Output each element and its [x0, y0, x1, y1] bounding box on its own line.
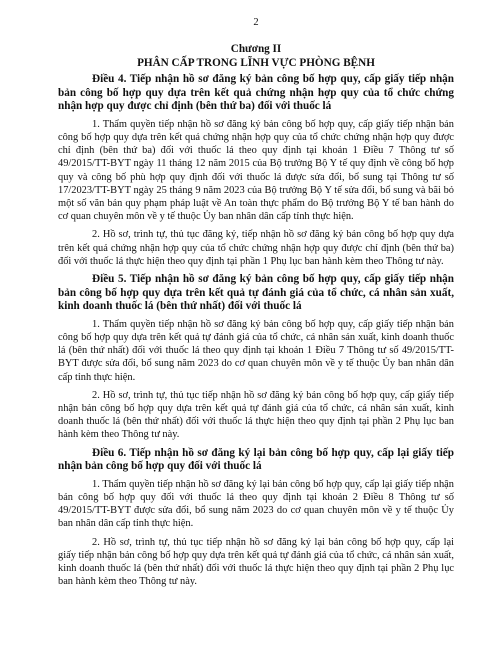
chapter-title: Chương II — [230, 43, 282, 55]
article-paragraph: 1. Thẩm quyền tiếp nhận hồ sơ đăng ký lại bản công bố hợp quy, cấp lại giấy tiếp nhận bản công bố hợp quy đối với thuốc lá theo quy định tại khoản 2 Điều 8 Thông tư số 49/2015/TT-BYT được sửa đổi, bổ sung năm 2023 do cơ quan chuyên môn về y tế thuộc Ủy ban nhân dân cấp tỉnh thực hiện. — [58, 478, 454, 530]
article-6 — [58, 447, 454, 589]
article-paragraph: 1. Thẩm quyền tiếp nhận hồ sơ đăng ký bản công bố hợp quy, cấp giấy tiếp nhận bản công bố hợp quy dựa trên kết quả tự đánh giá của tổ chức, cá nhân sản xuất, kinh doanh thuốc lá (bên thứ nhất) đối với thuốc lá theo quy định tại khoản 1 Điều 7 Thông tư số 49/2015/TT-BYT được sửa đổi, bổ sung năm 2023 do cơ quan chuyên môn về y tế thuộc Ủy ban nhân dân cấp tỉnh thực hiện. — [58, 318, 454, 383]
article-paragraph: 1. Thẩm quyền tiếp nhận hồ sơ đăng ký bản công bố hợp quy, cấp giấy tiếp nhận bản công bố hợp quy dựa trên kết quả chứng nhận hợp quy của tổ chức chứng nhận hợp quy được chỉ định (bên thứ ba) đối với thuốc lá theo quy định tại khoản 1 Điều 7 Thông tư số 49/2015/TT-BYT ngày 11 tháng 12 năm 2015 của Bộ trưởng Bộ Y tế quy định về công bố hợp quy và công bố phù hợp quy định đối với thuốc lá được sửa đổi, bổ sung tại Thông tư số 17/2023/TT-BYT ngày 25 tháng 9 năm 2023 của Bộ trưởng Bộ Y tế sửa đổi, bổ sung và bãi bỏ một số văn bản quy phạm pháp luật về An toàn thực phẩm do Bộ trưởng Bộ Y tế ban hành do cơ quan chuyên môn về y tế thuộc Ủy ban nhân dân cấp tỉnh thực hiện. — [58, 118, 454, 223]
article-heading: Điều 4. Tiếp nhận hồ sơ đăng ký bản công bố hợp quy, cấp giấy tiếp nhận bản công bố hợp quy dựa trên kết quả chứng nhận hợp quy của tổ chức chứng nhận hợp quy được chỉ định (bên thứ ba) đối với thuốc lá — [58, 73, 454, 113]
chapter-subtitle: PHÂN CẤP TRONG LĨNH VỰC PHÒNG BỆNH — [137, 56, 375, 69]
article-paragraph: 2. Hồ sơ, trình tự, thủ tục tiếp nhận hồ sơ đăng ký lại bản công bố hợp quy, cấp lại giấy tiếp nhận bản công bố hợp quy dựa trên kết quả tự đánh giá của tổ chức, cá nhân sản xuất, kinh doanh thuốc lá (bên thứ nhất) đối với thuốc lá thực hiện theo quy định tại phần 2 Phụ lục ban hành kèm theo Thông tư này. — [58, 536, 454, 588]
article-paragraph: 2. Hồ sơ, trình tự, thủ tục đăng ký, tiếp nhận hồ sơ đăng ký bản công bố hợp quy dựa trên kết quả chứng nhận hợp quy của tổ chức chứng nhận hợp quy được chỉ định (bên thứ ba) đối với thuốc lá thực hiện theo quy định tại phần 1 Phụ lục ban hành kèm theo Thông tư này. — [58, 229, 454, 267]
article-heading: Điều 5. Tiếp nhận hồ sơ đăng ký bản công bố hợp quy, cấp giấy tiếp nhận bản công bố hợp quy dựa trên kết quả tự đánh giá của tổ chức, cá nhân sản xuất, kinh doanh thuốc lá (bên thứ nhất) đối với thuốc lá — [58, 273, 454, 313]
article-5 — [58, 273, 454, 442]
page-number: 2 — [253, 17, 259, 28]
article-heading: Điều 6. Tiếp nhận hồ sơ đăng ký lại bản công bố hợp quy, cấp lại giấy tiếp nhận bản công bố hợp quy đối với thuốc lá — [58, 446, 454, 473]
article-4 — [58, 73, 454, 268]
article-paragraph: 2. Hồ sơ, trình tự, thủ tục tiếp nhận hồ sơ đăng ký bản công bố hợp quy, cấp giấy tiếp nhận bản công bố hợp quy dựa trên kết quả tự đánh giá của tổ chức, cá nhân sản xuất, kinh doanh thuốc lá (bên thứ nhất) đối với thuốc lá thực hiện theo quy định tại phần 2 Phụ lục ban hành kèm theo Thông tư này. — [58, 389, 454, 441]
